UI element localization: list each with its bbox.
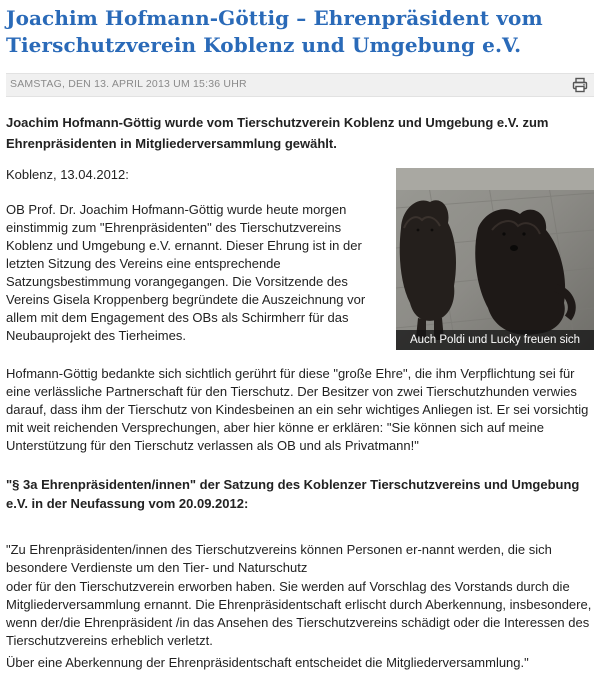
statute-quote-line-2: oder für den Tierschutzverein erworben haben. Sie werden auf Vorschlag des Vorstands durch die Mitgliederversammlung ernannt. Die Ehrenpräsidentschaft erlischt durch Aberkennung, insbesondere, wenn der/die Ehrenpräsident /in das Ansehen des Tierschutzvereins schädigt oder die Interessen des Tierschutzvereins erheblich verletzt.	[6, 579, 592, 648]
statute-quote-line-3: Über eine Aberkennung der Ehrenpräsidentschaft entscheidet die Mitgliederversammlung."	[6, 655, 529, 670]
section-heading: "§ 3a Ehrenpräsidenten/innen" der Satzung des Koblenzer Tierschutzvereins und Umgebung e.V. in der Neufassung vom 20.09.2012:	[6, 477, 580, 511]
paragraph-2: Hofmann-Göttig bedankte sich sichtlich gerührt für diese "große Ehre", die ihm Verpflichtung sei für eine verlässliche Partnerschaft für den Tierschutz. Der Besitzer von zwei Tierschutzhunden verwies darauf, dass ihm der Tierschutz von Kindesbeinen an ein sehr wichtiges Anliegen ist. Er sei vorsichtig mit weit reichenden Versprechungen, aber hier könne er erklären: "Sie können sich auf meine Unterstützung für den Tierschutz verlassen als OB und als Privatmann!"	[6, 366, 589, 453]
dogs-photo	[396, 168, 594, 350]
dateline: Koblenz, 13.04.2012:	[6, 167, 129, 182]
paragraph-1: OB Prof. Dr. Joachim Hofmann-Göttig wurde heute morgen einstimmig zum "Ehrenpräsidenten" des Tierschutzvereins Koblenz und Umgebung e.V. ernannt. Dieser Ehrung ist in der letzten Sitzung des Vereins eine entsprechende Satzungsbestimmung vorangegangen. Die Vorsitzende des Vereins Gisela Kroppenberg begründete die Auszeichnung vor allem mit dem Engagement des OBs als Schirmherr für das Neubauprojekt des Tierheimes.	[6, 202, 366, 343]
article-title-line-1: Joachim Hofmann-Göttig – Ehrenpräsident vom	[6, 6, 543, 30]
article	[6, 0, 594, 670]
article-title-line-2: Tierschutzverein Koblenz und Umgebung e.V.	[6, 33, 522, 57]
photo-caption: Auch Poldi und Lucky freuen sich	[396, 330, 594, 350]
article-meta-bar	[6, 73, 594, 97]
article-title[interactable]	[6, 5, 594, 59]
article-lead: Joachim Hofmann-Göttig wurde vom Tierschutzverein Koblenz und Umgebung e.V. zum Ehrenpräsidenten in Mitgliederversammlung gewählt.	[6, 115, 549, 151]
publish-date: SAMSTAG, DEN 13. APRIL 2013 UM 15:36 UHR	[10, 78, 247, 90]
printer-icon[interactable]	[572, 77, 588, 93]
statute-quote-line-1: "Zu Ehrenpräsidenten/innen des Tierschutzvereins können Personen er-nannt werden, die sich besondere Verdienste um den Tier- und Naturschutz	[6, 542, 552, 575]
